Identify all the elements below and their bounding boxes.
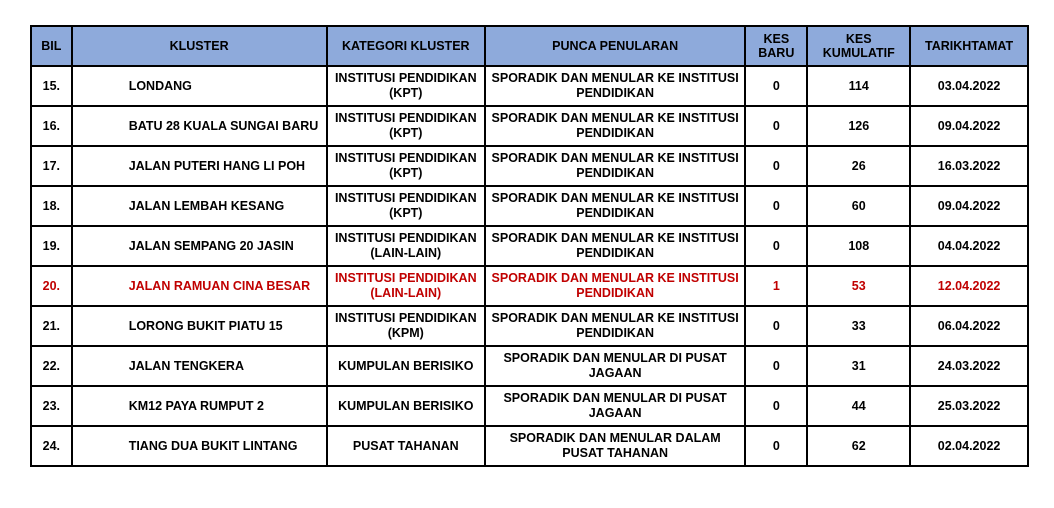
cell-kluster: JALAN RAMUAN CINA BESAR: [72, 266, 327, 306]
cell-kes-kumulatif: 114: [807, 66, 910, 106]
header-tarikh-tamat: TARIKHTAMAT: [910, 26, 1028, 66]
table-row: [31, 66, 1028, 106]
cell-kes-kumulatif: 31: [807, 346, 910, 386]
cell-bil: 15.: [31, 66, 72, 106]
table-row: [31, 346, 1028, 386]
cell-bil: 23.: [31, 386, 72, 426]
cell-kategori: KUMPULAN BERISIKO: [327, 346, 485, 386]
cell-kategori: INSTITUSI PENDIDIKAN (KPT): [327, 146, 485, 186]
cell-punca: SPORADIK DAN MENULAR KE INSTITUSI PENDIDIKAN: [485, 66, 745, 106]
cell-tarikh-tamat: 04.04.2022: [910, 226, 1028, 266]
cell-punca: SPORADIK DAN MENULAR KE INSTITUSI PENDIDIKAN: [485, 106, 745, 146]
cell-punca: SPORADIK DAN MENULAR KE INSTITUSI PENDIDIKAN: [485, 186, 745, 226]
table-row: [31, 386, 1028, 426]
cell-kluster: JALAN PUTERI HANG LI POH: [72, 146, 327, 186]
cell-punca: SPORADIK DAN MENULAR KE INSTITUSI PENDIDIKAN: [485, 266, 745, 306]
cell-kes-baru: 0: [745, 226, 807, 266]
cell-kes-kumulatif: 126: [807, 106, 910, 146]
table-row: [31, 426, 1028, 466]
header-bil: BIL: [31, 26, 72, 66]
cell-tarikh-tamat: 12.04.2022: [910, 266, 1028, 306]
header-kes-kumulatif: KES KUMULATIF: [807, 26, 910, 66]
cell-tarikh-tamat: 02.04.2022: [910, 426, 1028, 466]
cell-punca: SPORADIK DAN MENULAR DI PUSAT JAGAAN: [485, 386, 745, 426]
cell-kes-baru: 1: [745, 266, 807, 306]
header-kluster: KLUSTER: [72, 26, 327, 66]
cell-kluster: LONDANG: [72, 66, 327, 106]
cell-tarikh-tamat: 03.04.2022: [910, 66, 1028, 106]
cell-tarikh-tamat: 24.03.2022: [910, 346, 1028, 386]
cell-punca: SPORADIK DAN MENULAR KE INSTITUSI PENDIDIKAN: [485, 226, 745, 266]
cluster-table-container: [30, 25, 1029, 467]
cell-kategori: INSTITUSI PENDIDIKAN (LAIN-LAIN): [327, 266, 485, 306]
cell-tarikh-tamat: 06.04.2022: [910, 306, 1028, 346]
cell-kes-kumulatif: 44: [807, 386, 910, 426]
cell-kluster: BATU 28 KUALA SUNGAI BARU: [72, 106, 327, 146]
cell-bil: 17.: [31, 146, 72, 186]
cell-punca: SPORADIK DAN MENULAR KE INSTITUSI PENDIDIKAN: [485, 306, 745, 346]
table-row: [31, 146, 1028, 186]
cell-kluster: JALAN LEMBAH KESANG: [72, 186, 327, 226]
cell-kes-baru: 0: [745, 346, 807, 386]
cell-kategori: INSTITUSI PENDIDIKAN (LAIN-LAIN): [327, 226, 485, 266]
cell-kategori: PUSAT TAHANAN: [327, 426, 485, 466]
cell-kes-kumulatif: 108: [807, 226, 910, 266]
cell-kes-kumulatif: 33: [807, 306, 910, 346]
table-row: [31, 306, 1028, 346]
cell-kes-baru: 0: [745, 186, 807, 226]
cell-kes-baru: 0: [745, 66, 807, 106]
table-row: [31, 266, 1028, 306]
cell-kategori: INSTITUSI PENDIDIKAN (KPT): [327, 186, 485, 226]
cell-kluster: JALAN SEMPANG 20 JASIN: [72, 226, 327, 266]
header-kategori: KATEGORI KLUSTER: [327, 26, 485, 66]
table-row: [31, 186, 1028, 226]
cell-bil: 21.: [31, 306, 72, 346]
cell-kluster: KM12 PAYA RUMPUT 2: [72, 386, 327, 426]
table-row: [31, 226, 1028, 266]
cell-kes-baru: 0: [745, 306, 807, 346]
cluster-table: [30, 25, 1029, 467]
cell-tarikh-tamat: 09.04.2022: [910, 186, 1028, 226]
cell-bil: 18.: [31, 186, 72, 226]
cell-bil: 19.: [31, 226, 72, 266]
cell-bil: 16.: [31, 106, 72, 146]
cell-kes-baru: 0: [745, 386, 807, 426]
cell-bil: 24.: [31, 426, 72, 466]
cell-kes-baru: 0: [745, 426, 807, 466]
cell-kes-baru: 0: [745, 146, 807, 186]
cell-bil: 20.: [31, 266, 72, 306]
cell-kategori: INSTITUSI PENDIDIKAN (KPM): [327, 306, 485, 346]
cell-kategori: INSTITUSI PENDIDIKAN (KPT): [327, 66, 485, 106]
cell-kluster: JALAN TENGKERA: [72, 346, 327, 386]
header-punca: PUNCA PENULARAN: [485, 26, 745, 66]
cell-punca: SPORADIK DAN MENULAR KE INSTITUSI PENDIDIKAN: [485, 146, 745, 186]
cell-kluster: LORONG BUKIT PIATU 15: [72, 306, 327, 346]
cell-kes-kumulatif: 53: [807, 266, 910, 306]
cell-punca: SPORADIK DAN MENULAR DALAM PUSAT TAHANAN: [485, 426, 745, 466]
header-kes-baru: KES BARU: [745, 26, 807, 66]
table-header: [31, 26, 1028, 66]
cell-kategori: INSTITUSI PENDIDIKAN (KPT): [327, 106, 485, 146]
header-row: [31, 26, 1028, 66]
cell-tarikh-tamat: 25.03.2022: [910, 386, 1028, 426]
cell-tarikh-tamat: 16.03.2022: [910, 146, 1028, 186]
cell-kes-baru: 0: [745, 106, 807, 146]
cell-kes-kumulatif: 60: [807, 186, 910, 226]
cell-tarikh-tamat: 09.04.2022: [910, 106, 1028, 146]
cell-kes-kumulatif: 62: [807, 426, 910, 466]
table-body: [31, 66, 1028, 466]
cell-kategori: KUMPULAN BERISIKO: [327, 386, 485, 426]
cell-punca: SPORADIK DAN MENULAR DI PUSAT JAGAAN: [485, 346, 745, 386]
cell-kluster: TIANG DUA BUKIT LINTANG: [72, 426, 327, 466]
cell-bil: 22.: [31, 346, 72, 386]
table-row: [31, 106, 1028, 146]
cell-kes-kumulatif: 26: [807, 146, 910, 186]
